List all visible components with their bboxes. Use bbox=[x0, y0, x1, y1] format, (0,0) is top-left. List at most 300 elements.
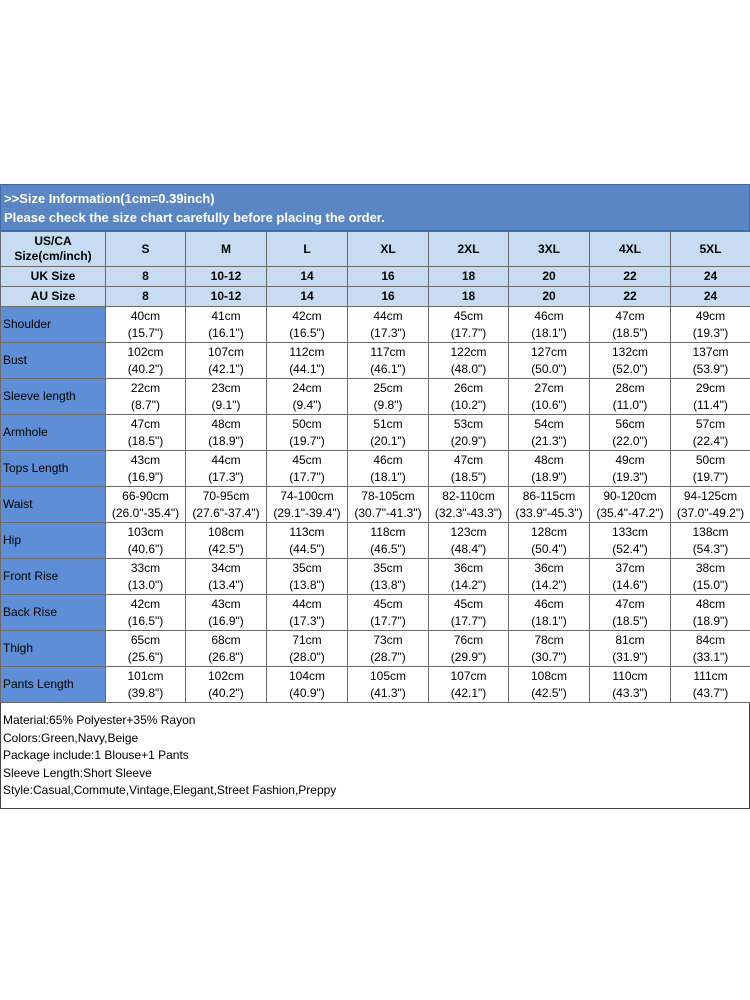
measurement-inch: (18.5") bbox=[450, 469, 487, 484]
measurement-cell bbox=[186, 631, 267, 667]
measurement-cm: 66-90cm bbox=[122, 488, 169, 503]
measurement-cm: 108cm bbox=[207, 524, 245, 539]
measurement-inch: (14.2") bbox=[450, 577, 487, 592]
measurement-cell bbox=[348, 307, 429, 343]
measurement-cm: 44cm bbox=[292, 596, 322, 611]
measurement-cm: 103cm bbox=[127, 524, 164, 539]
product-notes bbox=[0, 703, 750, 809]
measurement-cell bbox=[106, 487, 186, 523]
measurement-cm: 42cm bbox=[292, 308, 322, 323]
measurement-cell bbox=[509, 523, 590, 559]
banner-notice: Please check the size chart carefully before placing the order. bbox=[4, 210, 385, 225]
measurement-row bbox=[1, 523, 750, 559]
measurement-cm: 44cm bbox=[373, 308, 403, 323]
measurement-inch: (21.3") bbox=[531, 433, 567, 448]
measurement-inch: (8.7") bbox=[131, 397, 160, 412]
measurement-cell bbox=[429, 307, 509, 343]
measurement-cm: 38cm bbox=[695, 560, 726, 575]
measurement-cm: 46cm bbox=[534, 596, 564, 611]
measurement-inch: (42.5") bbox=[531, 685, 567, 700]
measurement-inch: (50.4") bbox=[531, 541, 567, 556]
measurement-inch: (15.0") bbox=[692, 577, 729, 592]
measurement-row bbox=[1, 379, 750, 415]
measurement-cm: 110cm bbox=[612, 668, 648, 683]
measurement-cm: 90-120cm bbox=[603, 488, 657, 503]
size-value: 24 bbox=[671, 287, 750, 307]
measurement-cm: 25cm bbox=[373, 380, 403, 395]
measurement-cell bbox=[106, 523, 186, 559]
measurement-cm: 65cm bbox=[130, 632, 161, 647]
measurement-cm: 68cm bbox=[211, 632, 241, 647]
measurement-inch: (9.4") bbox=[292, 397, 322, 412]
measurement-cm: 48cm bbox=[211, 416, 241, 431]
measurement-inch: (19.7") bbox=[692, 469, 729, 484]
measurement-inch: (48.0") bbox=[450, 361, 487, 376]
measurement-cell bbox=[348, 559, 429, 595]
measurement-cell bbox=[671, 595, 750, 631]
measurement-cell bbox=[671, 343, 750, 379]
measurement-inch: (19.3") bbox=[692, 325, 729, 340]
measurement-cell bbox=[671, 415, 750, 451]
measurement-cell bbox=[348, 523, 429, 559]
size-value: 20 bbox=[509, 267, 590, 287]
measurement-cell bbox=[509, 379, 590, 415]
measurement-inch: (40.2") bbox=[208, 685, 244, 700]
measurement-cm: 73cm bbox=[373, 632, 403, 647]
measurement-cell bbox=[348, 487, 429, 523]
measurement-cm: 34cm bbox=[211, 560, 241, 575]
measurement-cell bbox=[509, 415, 590, 451]
measurement-cm: 41cm bbox=[211, 308, 241, 323]
measurement-cell bbox=[590, 307, 671, 343]
measurement-cell bbox=[509, 307, 590, 343]
measurement-cell bbox=[590, 667, 671, 703]
measurement-cm: 45cm bbox=[453, 596, 484, 611]
size-info-banner bbox=[0, 184, 750, 231]
measurement-cell bbox=[267, 307, 348, 343]
measurement-inch: (13.8") bbox=[370, 577, 406, 592]
measurement-cell bbox=[671, 559, 750, 595]
measurement-cell bbox=[186, 523, 267, 559]
measurement-cell bbox=[106, 559, 186, 595]
measurement-cm: 137cm bbox=[692, 344, 729, 359]
measurement-cell bbox=[671, 667, 750, 703]
measurement-inch: (17.7") bbox=[450, 325, 487, 340]
measurement-cell bbox=[106, 595, 186, 631]
note-colors: Colors:Green,Navy,Beige bbox=[3, 730, 139, 745]
measurement-inch: (29.1"-39.4") bbox=[273, 505, 341, 520]
measurement-cell bbox=[348, 595, 429, 631]
measurement-inch: (27.6"-37.4") bbox=[192, 505, 260, 520]
measurement-cell bbox=[509, 487, 590, 523]
measurement-cm: 47cm bbox=[130, 416, 161, 431]
measurement-cell bbox=[590, 487, 671, 523]
measurement-cell bbox=[671, 487, 750, 523]
measurement-inch: (52.0") bbox=[612, 361, 648, 376]
measurement-cell bbox=[429, 631, 509, 667]
measurement-cm: 42cm bbox=[130, 596, 161, 611]
measurement-label: Back Rise bbox=[1, 595, 106, 631]
measurement-row bbox=[1, 595, 750, 631]
measurement-cell bbox=[267, 595, 348, 631]
size-value: 2XL bbox=[429, 232, 509, 267]
measurement-inch: (16.5") bbox=[127, 613, 164, 628]
measurement-cm: 76cm bbox=[453, 632, 484, 647]
size-value: XL bbox=[348, 232, 429, 267]
measurement-inch: (22.4") bbox=[692, 433, 729, 448]
size-chart bbox=[0, 184, 750, 809]
measurement-cell bbox=[186, 559, 267, 595]
measurement-cm: 113cm bbox=[289, 524, 325, 539]
measurement-inch: (17.7") bbox=[289, 469, 325, 484]
measurement-cm: 94-125cm bbox=[683, 488, 738, 503]
size-table bbox=[0, 231, 750, 703]
measurement-cell bbox=[348, 379, 429, 415]
measurement-cm: 49cm bbox=[615, 452, 645, 467]
measurement-inch: (20.9") bbox=[450, 433, 487, 448]
measurement-inch: (15.7") bbox=[127, 325, 164, 340]
measurement-cm: 47cm bbox=[453, 452, 484, 467]
measurement-row bbox=[1, 415, 750, 451]
measurement-inch: (28.7") bbox=[370, 649, 406, 664]
measurement-cell bbox=[267, 667, 348, 703]
measurement-cell bbox=[106, 343, 186, 379]
measurement-inch: (48.4") bbox=[450, 541, 487, 556]
size-value: 22 bbox=[590, 287, 671, 307]
measurement-cm: 102cm bbox=[127, 344, 164, 359]
measurement-inch: (40.9") bbox=[289, 685, 325, 700]
measurement-inch: (53.9") bbox=[692, 361, 729, 376]
size-system-row bbox=[1, 267, 750, 287]
measurement-cell bbox=[186, 343, 267, 379]
measurement-inch: (35.4"-47.2") bbox=[596, 505, 664, 520]
measurement-cm: 24cm bbox=[292, 380, 322, 395]
measurement-cm: 107cm bbox=[450, 668, 487, 683]
measurement-cm: 132cm bbox=[611, 344, 649, 359]
measurement-row bbox=[1, 667, 750, 703]
measurement-inch: (20.1") bbox=[370, 433, 406, 448]
measurement-row bbox=[1, 559, 750, 595]
measurement-cm: 40cm bbox=[130, 308, 161, 323]
measurement-cm: 122cm bbox=[450, 344, 487, 359]
measurement-inch: (18.5") bbox=[612, 613, 648, 628]
size-value: 8 bbox=[106, 287, 186, 307]
measurement-cm: 112cm bbox=[289, 344, 325, 359]
measurement-inch: (39.8") bbox=[127, 685, 164, 700]
measurement-cm: 22cm bbox=[130, 380, 161, 395]
measurement-inch: (18.5") bbox=[127, 433, 164, 448]
measurement-cm: 48cm bbox=[534, 452, 564, 467]
measurement-cm: 56cm bbox=[615, 416, 645, 431]
measurement-cell bbox=[590, 631, 671, 667]
measurement-cell bbox=[348, 343, 429, 379]
measurement-row bbox=[1, 487, 750, 523]
measurement-label: Front Rise bbox=[1, 559, 106, 595]
size-value: 5XL bbox=[671, 232, 750, 267]
measurement-inch: (42.5") bbox=[208, 541, 244, 556]
measurement-cm: 107cm bbox=[207, 344, 245, 359]
measurement-cell bbox=[671, 307, 750, 343]
size-value: 18 bbox=[429, 287, 509, 307]
measurement-cell bbox=[186, 451, 267, 487]
measurement-inch: (16.9") bbox=[127, 469, 164, 484]
measurement-cell bbox=[671, 631, 750, 667]
measurement-cm: 123cm bbox=[450, 524, 487, 539]
measurement-cell bbox=[267, 415, 348, 451]
measurement-cm: 37cm bbox=[615, 560, 645, 575]
measurement-inch: (42.1") bbox=[208, 361, 244, 376]
measurement-cell bbox=[509, 451, 590, 487]
measurement-cell bbox=[429, 559, 509, 595]
measurement-cm: 104cm bbox=[288, 668, 326, 683]
measurement-inch: (43.7") bbox=[692, 685, 729, 700]
measurement-label: Bust bbox=[1, 343, 106, 379]
measurement-label: Sleeve length bbox=[1, 379, 106, 415]
measurement-cell bbox=[106, 451, 186, 487]
measurement-cm: 53cm bbox=[453, 416, 484, 431]
measurement-cm: 47cm bbox=[615, 308, 645, 323]
size-system-label: US/CA Size(cm/inch) bbox=[1, 232, 106, 267]
measurement-row bbox=[1, 631, 750, 667]
measurement-cm: 127cm bbox=[530, 344, 568, 359]
size-system-label: AU Size bbox=[1, 287, 106, 307]
measurement-cm: 43cm bbox=[130, 452, 161, 467]
measurement-label: Hip bbox=[1, 523, 106, 559]
size-value: 20 bbox=[509, 287, 590, 307]
measurement-cm: 46cm bbox=[534, 308, 564, 323]
measurement-inch: (13.0") bbox=[127, 577, 164, 592]
size-system-label: UK Size bbox=[1, 267, 106, 287]
size-system-row bbox=[1, 287, 750, 307]
measurement-cell bbox=[671, 451, 750, 487]
measurement-cm: 86-115cm bbox=[522, 488, 576, 503]
measurement-cell bbox=[186, 487, 267, 523]
note-style: Style:Casual,Commute,Vintage,Elegant,Street Fashion,Preppy bbox=[3, 783, 337, 797]
size-value: 16 bbox=[348, 287, 429, 307]
measurement-cm: 108cm bbox=[530, 668, 568, 683]
size-value: 14 bbox=[267, 267, 348, 287]
measurement-inch: (14.2") bbox=[531, 577, 567, 592]
measurement-cell bbox=[590, 559, 671, 595]
measurement-rows bbox=[1, 307, 750, 703]
size-value: 22 bbox=[590, 267, 671, 287]
measurement-cm: 33cm bbox=[130, 560, 161, 575]
measurement-inch: (17.7") bbox=[370, 613, 406, 628]
measurement-inch: (40.2") bbox=[127, 361, 164, 376]
measurement-inch: (50.0") bbox=[531, 361, 567, 376]
measurement-cm: 70-95cm bbox=[202, 488, 250, 503]
measurement-inch: (44.5") bbox=[289, 541, 325, 556]
measurement-cm: 102cm bbox=[207, 668, 245, 683]
measurement-cell bbox=[590, 595, 671, 631]
measurement-inch: (9.8") bbox=[373, 397, 403, 412]
measurement-inch: (30.7"-41.3") bbox=[354, 505, 422, 520]
measurement-inch: (19.3") bbox=[612, 469, 648, 484]
measurement-cm: 49cm bbox=[695, 308, 726, 323]
measurement-cell bbox=[429, 667, 509, 703]
measurement-inch: (46.5") bbox=[370, 541, 406, 556]
measurement-cm: 50cm bbox=[292, 416, 322, 431]
size-header-rows bbox=[1, 232, 750, 307]
measurement-inch: (26.0"-35.4") bbox=[111, 505, 180, 520]
measurement-cell bbox=[106, 415, 186, 451]
measurement-cell bbox=[267, 523, 348, 559]
measurement-inch: (11.4") bbox=[693, 397, 728, 412]
measurement-cell bbox=[106, 667, 186, 703]
measurement-inch: (44.1") bbox=[289, 361, 325, 376]
measurement-cm: 74-100cm bbox=[280, 488, 334, 503]
size-value: 4XL bbox=[590, 232, 671, 267]
measurement-cell bbox=[509, 595, 590, 631]
measurement-inch: (18.1") bbox=[370, 469, 406, 484]
measurement-cell bbox=[267, 379, 348, 415]
measurement-cell bbox=[186, 307, 267, 343]
measurement-cm: 36cm bbox=[453, 560, 484, 575]
size-system-row bbox=[1, 232, 750, 267]
measurement-label: Tops Length bbox=[1, 451, 106, 487]
measurement-cm: 82-110cm bbox=[442, 488, 495, 503]
measurement-label: Pants Length bbox=[1, 667, 106, 703]
measurement-inch: (31.9") bbox=[612, 649, 648, 664]
measurement-label: Armhole bbox=[1, 415, 106, 451]
measurement-cm: 78-105cm bbox=[361, 488, 415, 503]
measurement-cell bbox=[590, 451, 671, 487]
measurement-cm: 47cm bbox=[615, 596, 645, 611]
measurement-cm: 128cm bbox=[530, 524, 568, 539]
measurement-cm: 51cm bbox=[373, 416, 403, 431]
measurement-cell bbox=[429, 415, 509, 451]
measurement-inch: (40.6") bbox=[127, 541, 164, 556]
measurement-inch: (25.6") bbox=[127, 649, 164, 664]
measurement-inch: (17.3") bbox=[289, 613, 325, 628]
measurement-inch: (19.7") bbox=[289, 433, 325, 448]
measurement-inch: (18.5") bbox=[612, 325, 648, 340]
measurement-inch: (9.1") bbox=[211, 397, 241, 412]
measurement-cell bbox=[509, 559, 590, 595]
measurement-inch: (26.8") bbox=[208, 649, 244, 664]
measurement-cell bbox=[267, 343, 348, 379]
measurement-cell bbox=[429, 523, 509, 559]
measurement-cell bbox=[348, 667, 429, 703]
measurement-cm: 78cm bbox=[534, 632, 564, 647]
measurement-inch: (37.0"-49.2") bbox=[676, 505, 745, 520]
measurement-inch: (42.1") bbox=[450, 685, 487, 700]
measurement-cell bbox=[509, 631, 590, 667]
measurement-cell bbox=[267, 559, 348, 595]
measurement-inch: (28.0") bbox=[289, 649, 325, 664]
measurement-cm: 44cm bbox=[211, 452, 241, 467]
measurement-inch: (33.9"-45.3") bbox=[515, 505, 583, 520]
measurement-inch: (10.6") bbox=[531, 397, 567, 412]
measurement-cm: 26cm bbox=[453, 380, 484, 395]
size-value: M bbox=[186, 232, 267, 267]
measurement-cm: 101cm bbox=[127, 668, 164, 683]
measurement-inch: (18.9") bbox=[692, 613, 729, 628]
measurement-row bbox=[1, 451, 750, 487]
measurement-cm: 45cm bbox=[292, 452, 322, 467]
measurement-cell bbox=[106, 307, 186, 343]
note-package: Package include:1 Blouse+1 Pants bbox=[3, 748, 189, 762]
measurement-cm: 111cm bbox=[693, 668, 728, 683]
size-value: S bbox=[106, 232, 186, 267]
measurement-inch: (43.3") bbox=[612, 685, 648, 700]
measurement-cell bbox=[267, 451, 348, 487]
measurement-cm: 54cm bbox=[534, 416, 564, 431]
measurement-cell bbox=[186, 379, 267, 415]
measurement-inch: (11.0") bbox=[612, 397, 648, 412]
measurement-inch: (17.3") bbox=[370, 325, 406, 340]
measurement-cell bbox=[429, 451, 509, 487]
measurement-cm: 133cm bbox=[611, 524, 649, 539]
measurement-inch: (17.7") bbox=[450, 613, 487, 628]
measurement-cm: 43cm bbox=[211, 596, 241, 611]
measurement-cm: 71cm bbox=[292, 632, 322, 647]
size-value: 14 bbox=[267, 287, 348, 307]
measurement-inch: (18.1") bbox=[531, 325, 567, 340]
measurement-cm: 138cm bbox=[692, 524, 729, 539]
measurement-inch: (13.4") bbox=[208, 577, 244, 592]
measurement-cell bbox=[590, 343, 671, 379]
measurement-inch: (29.9") bbox=[450, 649, 487, 664]
measurement-inch: (16.1") bbox=[208, 325, 244, 340]
measurement-cell bbox=[429, 379, 509, 415]
measurement-cell bbox=[186, 667, 267, 703]
measurement-cell bbox=[348, 631, 429, 667]
measurement-inch: (46.1") bbox=[370, 361, 406, 376]
size-value: 3XL bbox=[509, 232, 590, 267]
measurement-cell bbox=[590, 523, 671, 559]
measurement-cm: 23cm bbox=[211, 380, 241, 395]
measurement-cm: 48cm bbox=[695, 596, 726, 611]
measurement-cell bbox=[590, 379, 671, 415]
measurement-inch: (14.6") bbox=[612, 577, 648, 592]
note-material: Material:65% Polyester+35% Rayon bbox=[3, 713, 196, 727]
measurement-inch: (30.7") bbox=[531, 649, 567, 664]
measurement-cm: 28cm bbox=[615, 380, 645, 395]
measurement-inch: (22.0") bbox=[612, 433, 648, 448]
measurement-inch: (32.3"-43.3") bbox=[434, 505, 503, 520]
measurement-inch: (16.5") bbox=[289, 325, 325, 340]
measurement-cm: 27cm bbox=[534, 380, 564, 395]
banner-title: >>Size Information(1cm=0.39inch) bbox=[4, 191, 215, 206]
size-value: 16 bbox=[348, 267, 429, 287]
measurement-cm: 81cm bbox=[615, 632, 645, 647]
measurement-cell bbox=[671, 379, 750, 415]
measurement-cm: 105cm bbox=[369, 668, 407, 683]
measurement-cell bbox=[106, 379, 186, 415]
measurement-cm: 35cm bbox=[292, 560, 322, 575]
measurement-inch: (52.4") bbox=[612, 541, 648, 556]
measurement-cm: 84cm bbox=[695, 632, 726, 647]
measurement-cm: 35cm bbox=[373, 560, 403, 575]
measurement-cm: 57cm bbox=[695, 416, 726, 431]
size-value: 8 bbox=[106, 267, 186, 287]
measurement-inch: (41.3") bbox=[370, 685, 406, 700]
measurement-cell bbox=[429, 595, 509, 631]
measurement-inch: (18.9") bbox=[208, 433, 244, 448]
size-value: 18 bbox=[429, 267, 509, 287]
measurement-cell bbox=[509, 667, 590, 703]
measurement-cell bbox=[348, 451, 429, 487]
measurement-cm: 29cm bbox=[695, 380, 726, 395]
measurement-label: Shoulder bbox=[1, 307, 106, 343]
measurement-cell bbox=[590, 415, 671, 451]
measurement-cm: 45cm bbox=[373, 596, 403, 611]
size-value: 24 bbox=[671, 267, 750, 287]
measurement-row bbox=[1, 343, 750, 379]
measurement-inch: (33.1") bbox=[692, 649, 729, 664]
measurement-cell bbox=[348, 415, 429, 451]
